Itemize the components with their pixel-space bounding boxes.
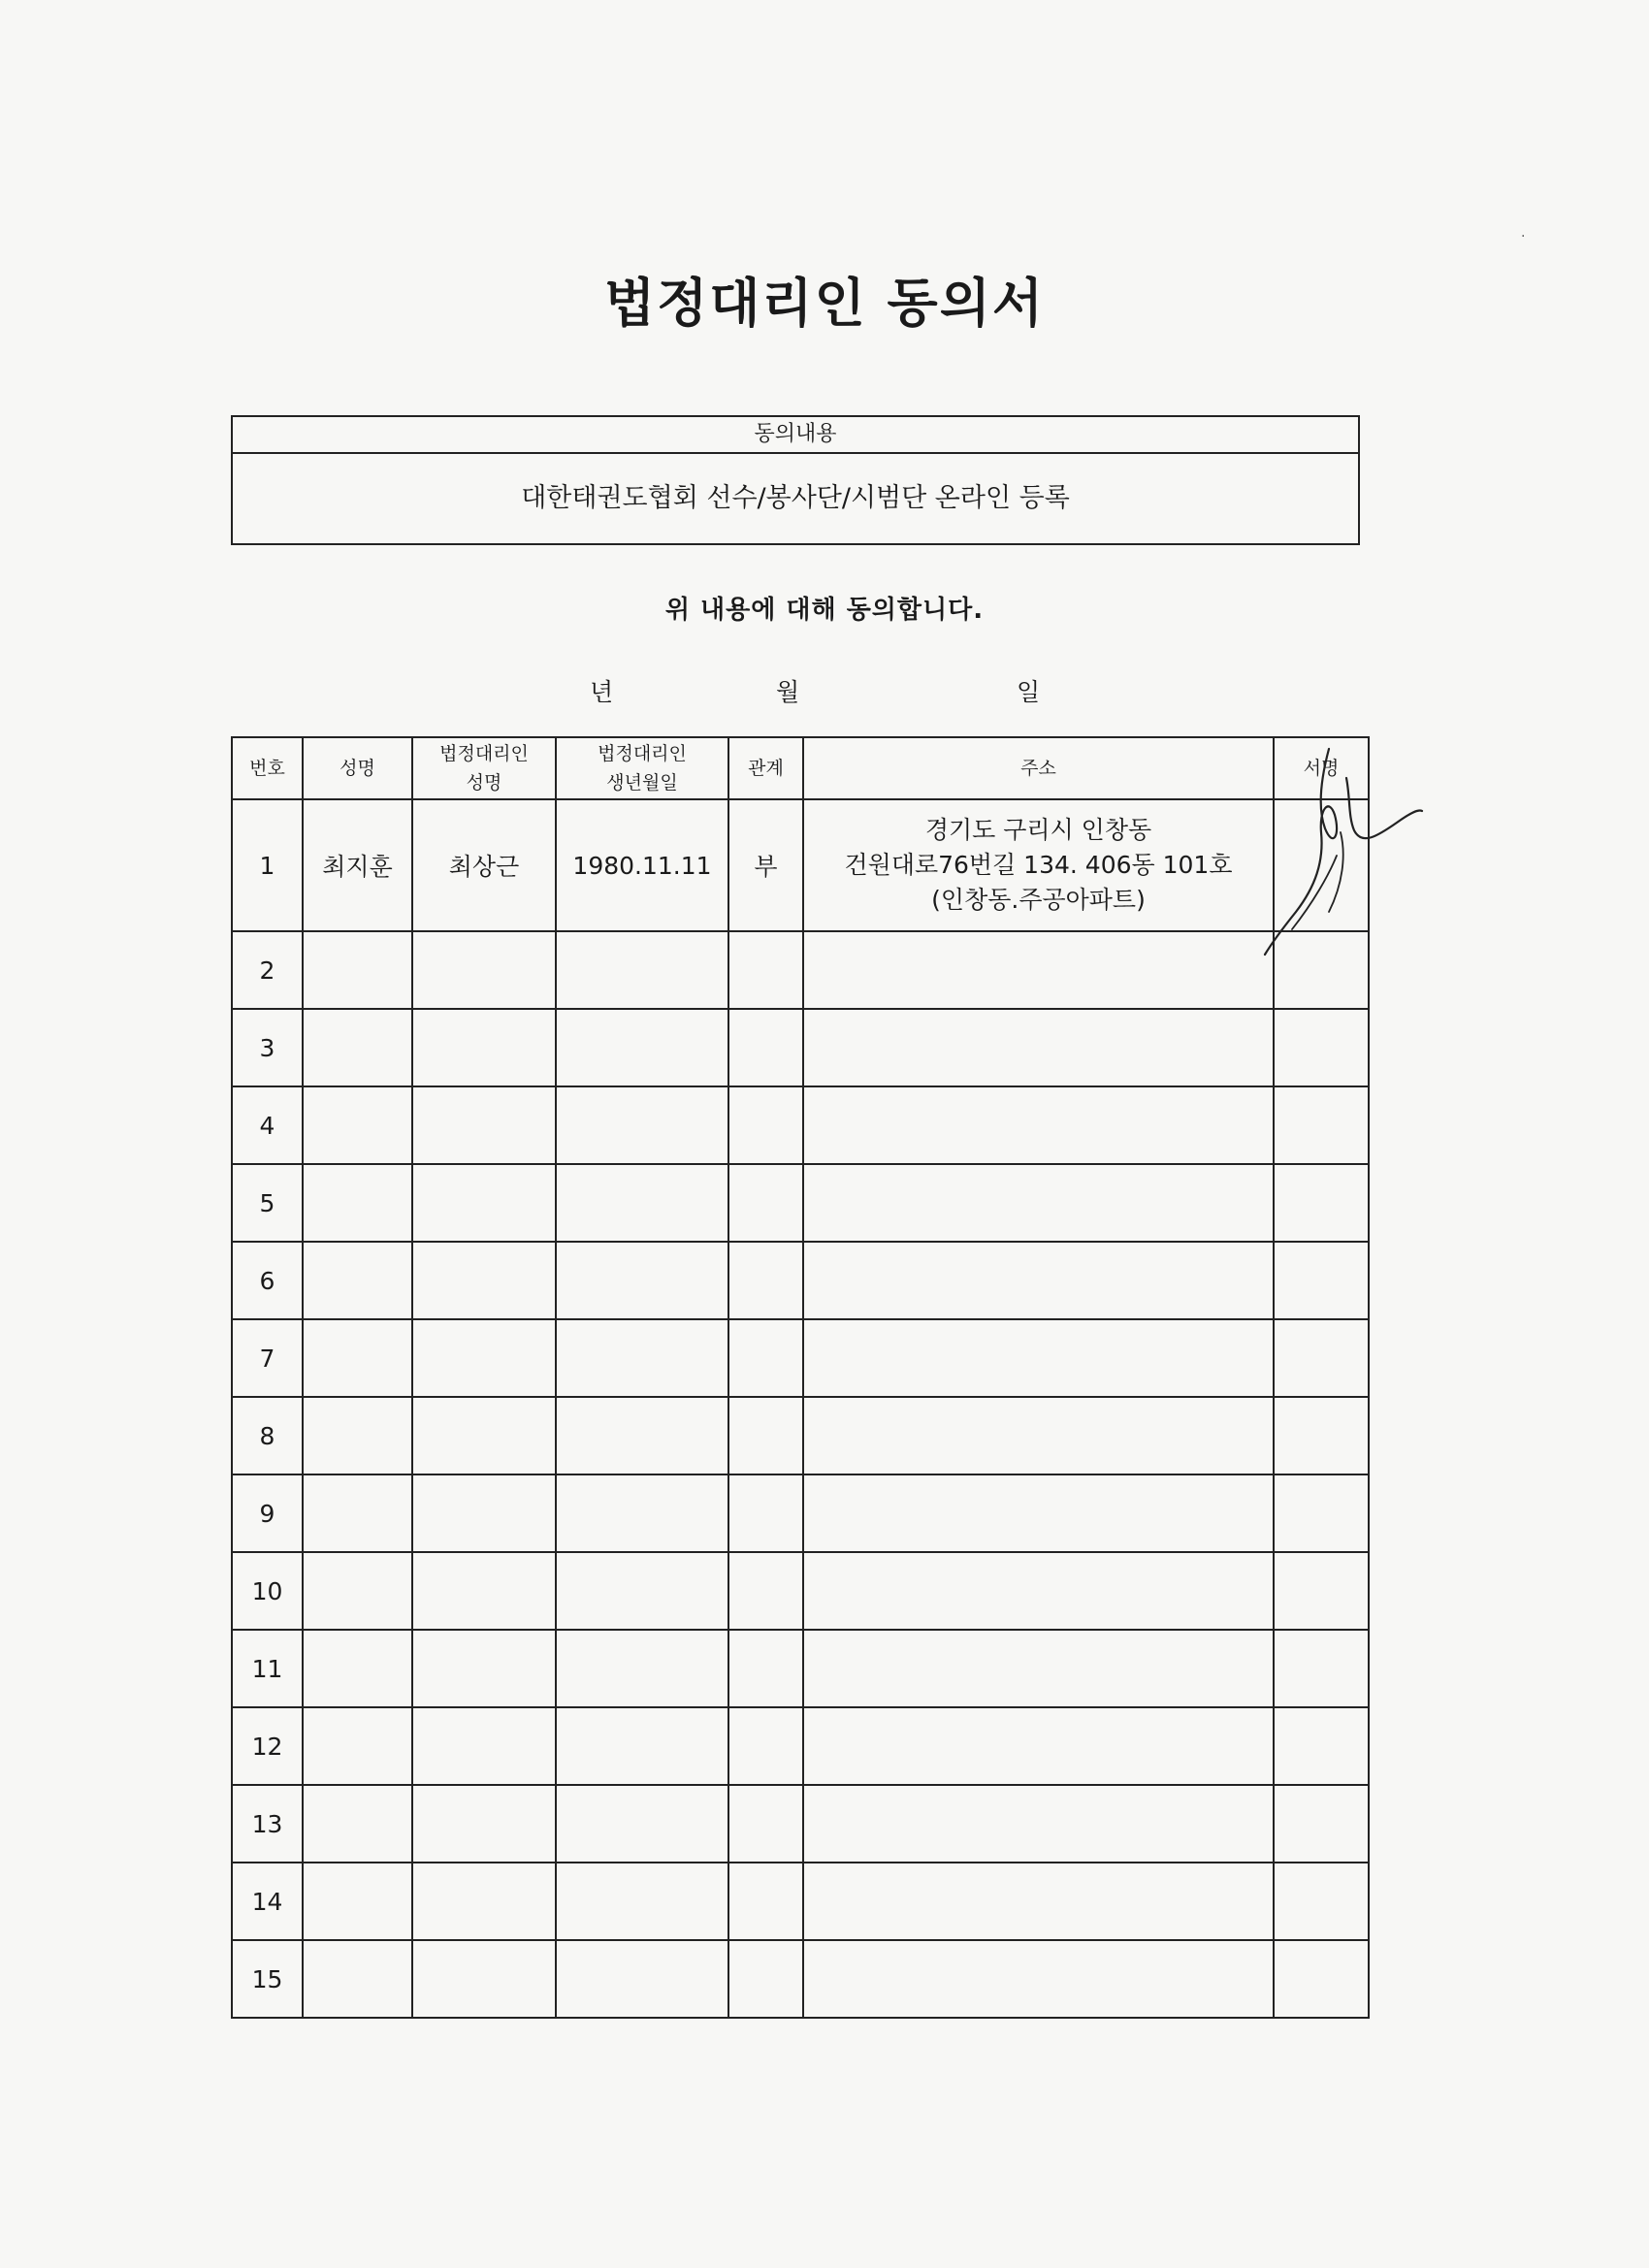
cell-signature xyxy=(1274,1863,1369,1940)
cell-guardian-name xyxy=(412,1630,556,1707)
cell-signature xyxy=(1274,1009,1369,1086)
cell-relation xyxy=(728,1164,803,1242)
cell-no: 2 xyxy=(232,931,303,1009)
cell-guardian-birth xyxy=(556,1785,728,1863)
cell-no: 13 xyxy=(232,1785,303,1863)
cell-name xyxy=(303,1552,412,1630)
cell-guardian-name xyxy=(412,1242,556,1319)
cell-no: 12 xyxy=(232,1707,303,1785)
cell-guardian-name xyxy=(412,1474,556,1552)
cell-signature xyxy=(1274,1474,1369,1552)
cell-relation xyxy=(728,1242,803,1319)
header-address: 주소 xyxy=(803,737,1274,799)
cell-guardian-birth xyxy=(556,1319,728,1397)
cell-guardian-name xyxy=(412,931,556,1009)
cell-relation xyxy=(728,1086,803,1164)
cell-signature xyxy=(1274,1086,1369,1164)
cell-guardian-name xyxy=(412,1863,556,1940)
cell-address xyxy=(803,1940,1274,2018)
table-header-row xyxy=(232,737,1369,799)
table-row xyxy=(232,1242,1369,1319)
cell-no: 15 xyxy=(232,1940,303,2018)
cell-no: 7 xyxy=(232,1319,303,1397)
table-row xyxy=(232,1863,1369,1940)
cell-name xyxy=(303,1785,412,1863)
cell-guardian-name xyxy=(412,1319,556,1397)
cell-signature xyxy=(1274,1242,1369,1319)
cell-relation xyxy=(728,1785,803,1863)
cell-guardian-name xyxy=(412,1009,556,1086)
cell-name xyxy=(303,1086,412,1164)
cell-address xyxy=(803,1242,1274,1319)
cell-address xyxy=(803,1009,1274,1086)
header-guardian-name-line1: 법정대리인 xyxy=(439,743,529,764)
cell-address xyxy=(803,1785,1274,1863)
cell-signature xyxy=(1274,1319,1369,1397)
cell-signature xyxy=(1274,1785,1369,1863)
table-row xyxy=(232,1785,1369,1863)
cell-relation xyxy=(728,931,803,1009)
cell-guardian-birth xyxy=(556,1242,728,1319)
table-row xyxy=(232,1164,1369,1242)
cell-name xyxy=(303,1242,412,1319)
cell-no: 5 xyxy=(232,1164,303,1242)
consent-box xyxy=(231,415,1360,545)
scan-mark: · xyxy=(1521,229,1526,244)
table-row xyxy=(232,1707,1369,1785)
cell-name xyxy=(303,1707,412,1785)
cell-name xyxy=(303,1863,412,1940)
table-row xyxy=(232,1086,1369,1164)
cell-relation xyxy=(728,1707,803,1785)
cell-no: 9 xyxy=(232,1474,303,1552)
date-year-label: 년 xyxy=(590,678,614,706)
cell-relation xyxy=(728,1474,803,1552)
header-name: 성명 xyxy=(303,737,412,799)
cell-address xyxy=(803,1707,1274,1785)
cell-no: 3 xyxy=(232,1009,303,1086)
date-day-label: 일 xyxy=(1017,678,1041,706)
date-month-label: 월 xyxy=(776,678,800,706)
cell-name xyxy=(303,1940,412,2018)
cell-guardian-birth xyxy=(556,1086,728,1164)
cell-signature xyxy=(1274,931,1369,1009)
table-row xyxy=(232,1474,1369,1552)
cell-signature xyxy=(1274,1397,1369,1474)
cell-name xyxy=(303,1630,412,1707)
cell-address xyxy=(803,1863,1274,1940)
cell-name xyxy=(303,1164,412,1242)
guardian-table xyxy=(231,736,1370,2019)
cell-address xyxy=(803,1630,1274,1707)
address-line: (인창동.주공아파트) xyxy=(931,886,1146,914)
header-relation: 관계 xyxy=(728,737,803,799)
cell-address xyxy=(803,1552,1274,1630)
cell-signature xyxy=(1274,1940,1369,2018)
header-guardian-birth-line2: 생년월일 xyxy=(606,772,678,794)
cell-guardian-name xyxy=(412,1785,556,1863)
cell-relation xyxy=(728,1863,803,1940)
cell-guardian-name xyxy=(412,1397,556,1474)
cell-no: 14 xyxy=(232,1863,303,1940)
cell-address xyxy=(803,931,1274,1009)
cell-guardian-birth xyxy=(556,1707,728,1785)
cell-address xyxy=(803,1397,1274,1474)
table-row xyxy=(232,1397,1369,1474)
cell-guardian-name: 최상근 xyxy=(412,799,556,931)
cell-signature xyxy=(1274,1707,1369,1785)
cell-address xyxy=(803,799,1274,931)
cell-guardian-birth: 1980.11.11 xyxy=(556,799,728,931)
cell-relation xyxy=(728,1552,803,1630)
cell-guardian-birth xyxy=(556,931,728,1009)
cell-guardian-name xyxy=(412,1552,556,1630)
cell-relation xyxy=(728,1319,803,1397)
cell-address xyxy=(803,1319,1274,1397)
cell-guardian-name xyxy=(412,1164,556,1242)
address-line: 건원대로76번길 134. 406동 101호 xyxy=(844,851,1233,879)
cell-name xyxy=(303,931,412,1009)
cell-relation xyxy=(728,1630,803,1707)
cell-address xyxy=(803,1164,1274,1242)
cell-guardian-birth xyxy=(556,1552,728,1630)
table-row xyxy=(232,931,1369,1009)
cell-no: 8 xyxy=(232,1397,303,1474)
header-guardian-birth-line1: 법정대리인 xyxy=(598,743,687,764)
cell-name xyxy=(303,1397,412,1474)
header-guardian-birth xyxy=(556,737,728,799)
cell-guardian-birth xyxy=(556,1009,728,1086)
cell-name xyxy=(303,1319,412,1397)
cell-no: 11 xyxy=(232,1630,303,1707)
cell-no: 6 xyxy=(232,1242,303,1319)
consent-header: 동의내용 xyxy=(233,417,1358,454)
header-guardian-name-line2: 성명 xyxy=(466,772,502,794)
cell-signature xyxy=(1274,1552,1369,1630)
cell-guardian-birth xyxy=(556,1164,728,1242)
cell-address xyxy=(803,1474,1274,1552)
cell-address xyxy=(803,1086,1274,1164)
cell-guardian-birth xyxy=(556,1630,728,1707)
cell-name xyxy=(303,1009,412,1086)
table-row xyxy=(232,1319,1369,1397)
table-row xyxy=(232,1009,1369,1086)
cell-signature xyxy=(1274,799,1369,931)
cell-guardian-birth xyxy=(556,1940,728,2018)
cell-relation: 부 xyxy=(728,799,803,931)
header-no: 번호 xyxy=(232,737,303,799)
table-row xyxy=(232,1940,1369,2018)
cell-guardian-name xyxy=(412,1086,556,1164)
table-row xyxy=(232,1630,1369,1707)
cell-no: 1 xyxy=(232,799,303,931)
consent-body: 대한태권도협회 선수/봉사단/시범단 온라인 등록 xyxy=(521,483,1070,513)
cell-no: 10 xyxy=(232,1552,303,1630)
cell-relation xyxy=(728,1940,803,2018)
page-title: 법정대리인 동의서 xyxy=(603,273,1046,334)
cell-guardian-name xyxy=(412,1707,556,1785)
cell-name: 최지훈 xyxy=(303,799,412,931)
cell-guardian-birth xyxy=(556,1474,728,1552)
cell-signature xyxy=(1274,1630,1369,1707)
agree-statement: 위 내용에 대해 동의합니다. xyxy=(664,596,985,625)
cell-no: 4 xyxy=(232,1086,303,1164)
cell-guardian-name xyxy=(412,1940,556,2018)
cell-signature xyxy=(1274,1164,1369,1242)
cell-guardian-birth xyxy=(556,1863,728,1940)
address-line: 경기도 구리시 인창동 xyxy=(924,816,1152,844)
cell-guardian-birth xyxy=(556,1397,728,1474)
cell-relation xyxy=(728,1009,803,1086)
cell-name xyxy=(303,1474,412,1552)
table-row xyxy=(232,1552,1369,1630)
table-row xyxy=(232,799,1369,931)
header-signature: 서명 xyxy=(1274,737,1369,799)
cell-relation xyxy=(728,1397,803,1474)
header-guardian-name xyxy=(412,737,556,799)
